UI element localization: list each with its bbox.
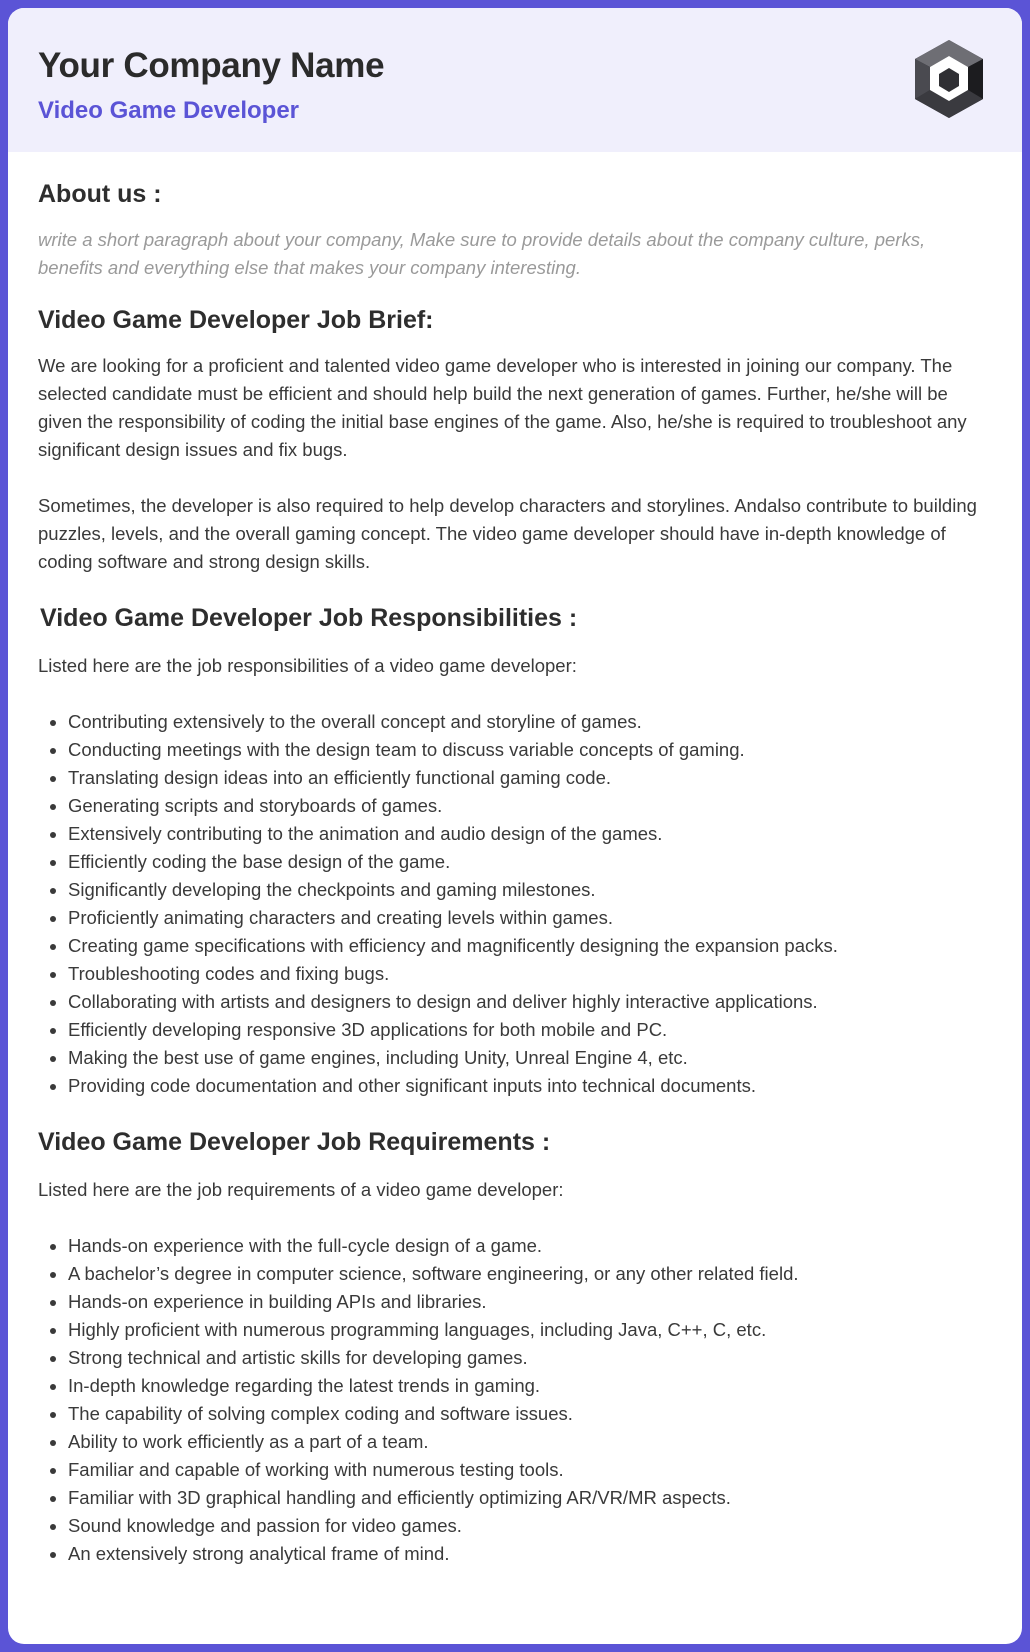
list-item: • In-depth knowledge regarding the latest trends in gaming.: [68, 1372, 992, 1400]
list-item: • Highly proficient with numerous programming languages, including Java, C++, C, etc.: [68, 1316, 992, 1344]
list-item: • Familiar with 3D graphical handling and efficiently optimizing AR/VR/MR aspects.: [68, 1484, 992, 1512]
responsibilities-heading: Video Game Developer Job Responsibilities :: [40, 604, 578, 632]
list-item: • Translating design ideas into an efficiently functional gaming code.: [68, 764, 992, 792]
list-item: • Creating game specifications with efficiency and magnificently designing the expansion packs.: [68, 932, 992, 960]
list-item: • Familiar and capable of working with numerous testing tools.: [68, 1456, 992, 1484]
list-item: • Strong technical and artistic skills for developing games.: [68, 1344, 992, 1372]
list-item: • Proficiently animating characters and creating levels within games.: [68, 904, 992, 932]
brief-paragraph-1: We are looking for a proficient and talented video game developer who is interested in joining our company. The selected candidate must be efficient and should help build the next generation of games. Further, he/she will be given the responsibility of coding the initial base engines of the game. Also, he/she is required to troubleshoot any significant design issues and fix bugs.: [38, 355, 967, 460]
list-item: • Contributing extensively to the overall concept and storyline of games.: [68, 708, 992, 736]
requirements-intro: Listed here are the job requirements of a video game developer:: [38, 1179, 564, 1200]
list-item: • The capability of solving complex coding and software issues.: [68, 1400, 992, 1428]
company-name: Your Company Name: [38, 46, 385, 85]
header: [8, 8, 1022, 152]
brief-paragraph-2: Sometimes, the developer is also required to help develop characters and storylines. Andalso contribute to building puzzles, levels, and the overall gaming concept. The video game developer should have in-depth knowledge of coding software and strong design skills.: [38, 495, 977, 572]
list-item: • Significantly developing the checkpoints and gaming milestones.: [68, 876, 992, 904]
list-item: • Extensively contributing to the animation and audio design of the games.: [68, 820, 992, 848]
list-item: • Ability to work efficiently as a part of a team.: [68, 1428, 992, 1456]
list-item: • Efficiently coding the base design of the game.: [68, 848, 992, 876]
list-item: • Efficiently developing responsive 3D applications for both mobile and PC.: [68, 1016, 992, 1044]
list-item: • Making the best use of game engines, including Unity, Unreal Engine 4, etc.: [68, 1044, 992, 1072]
list-item: • Troubleshooting codes and fixing bugs.: [68, 960, 992, 988]
about-heading: About us :: [38, 180, 162, 208]
list-item: • An extensively strong analytical frame of mind.: [68, 1540, 992, 1568]
list-item: • Providing code documentation and other significant inputs into technical documents.: [68, 1072, 992, 1100]
responsibilities-intro: Listed here are the job responsibilities of a video game developer:: [38, 655, 577, 676]
responsibilities-list: [38, 708, 992, 1100]
content: [8, 152, 1022, 1568]
job-title: Video Game Developer: [38, 97, 299, 124]
list-item: • Sound knowledge and passion for video games.: [68, 1512, 992, 1540]
list-item: • Conducting meetings with the design team to discuss variable concepts of gaming.: [68, 736, 992, 764]
list-item: • Collaborating with artists and designers to design and deliver highly interactive applications.: [68, 988, 992, 1016]
list-item: • Hands-on experience in building APIs and libraries.: [68, 1288, 992, 1316]
job-description-card: [8, 8, 1022, 1644]
unity-logo-icon: [912, 38, 986, 120]
requirements-list: [38, 1232, 992, 1568]
list-item: • Generating scripts and storyboards of games.: [68, 792, 992, 820]
list-item: • A bachelor’s degree in computer science, software engineering, or any other related field.: [68, 1260, 992, 1288]
brief-heading: Video Game Developer Job Brief:: [38, 306, 434, 334]
list-item: • Hands-on experience with the full-cycle design of a game.: [68, 1232, 992, 1260]
requirements-heading: Video Game Developer Job Requirements :: [38, 1128, 551, 1156]
about-text: write a short paragraph about your company, Make sure to provide details about the company culture, perks, benefits and everything else that makes your company interesting.: [38, 229, 926, 278]
